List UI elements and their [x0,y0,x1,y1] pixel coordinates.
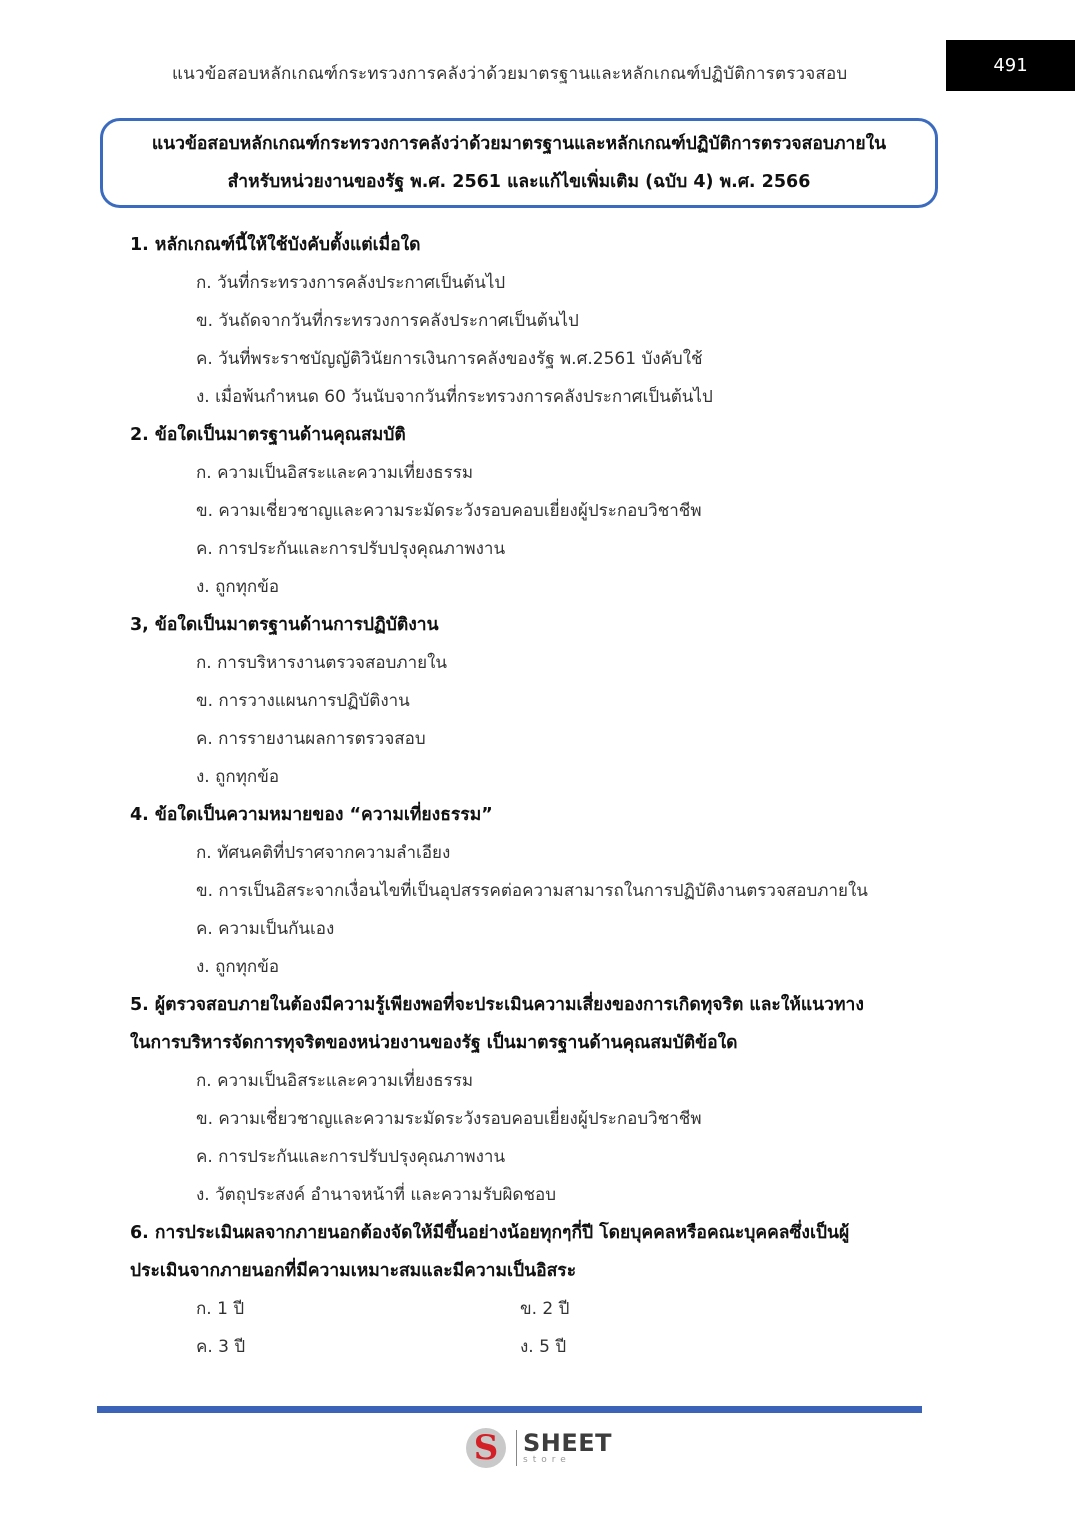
question-line: 4. ข้อใดเป็นความหมายของ “ความเที่ยงธรรม” [130,805,493,825]
option-a: ก. วันที่กระทรวงการคลังประกาศเป็นต้นไป [196,273,506,293]
title-box [100,118,938,208]
question-line: 6. การประเมินผลจากภายนอกต้องจัดให้มีขึ้นอย่างน้อยทุกๆกี่ปี โดยบุคคลหรือคณะบุคคลซึ่งเป็นผู้ [130,1223,850,1243]
option-d: ง. วัตถุประสงค์ อำนาจหน้าที่ และความรับผิดชอบ [196,1185,556,1205]
option-c: ค. ความเป็นกันเอง [196,919,335,939]
option-c: ค. วันที่พระราชบัญญัติวินัยการเงินการคลังของรัฐ พ.ศ.2561 บังคับใช้ [196,349,703,369]
option-b: ข. ความเชี่ยวชาญและความระมัดระวังรอบคอบเยี่ยงผู้ประกอบวิชาชีพ [196,1109,702,1129]
footer-rule [97,1406,922,1413]
option-a: ก. 1 ปี [196,1299,245,1319]
option-a: ก. ความเป็นอิสระและความเที่ยงธรรม [196,1071,474,1091]
option-d: ง. เมื่อพ้นกำหนด 60 วันนับจากวันที่กระทรวงการคลังประกาศเป็นต้นไป [196,387,713,407]
question-6 [130,1214,930,1366]
option-c: ค. 3 ปี [196,1337,246,1357]
option-b: ข. การวางแผนการปฏิบัติงาน [196,691,410,711]
option-row [130,1328,930,1366]
question-text [130,416,930,454]
option-c: ค. การรายงานผลการตรวจสอบ [196,729,426,749]
logo-mark-letter: S [473,1428,499,1468]
option-b: ข. ความเชี่ยวชาญและความระมัดระวังรอบคอบเยี่ยงผู้ประกอบวิชาชีพ [196,501,702,521]
question-3 [130,606,930,796]
question-5 [130,986,930,1214]
option-d: ง. ถูกทุกข้อ [196,577,280,597]
logo-sub: store [523,1455,571,1465]
question-text [130,986,930,1062]
question-line: ประเมินจากภายนอกที่มีความเหมาะสมและมีความเป็นอิสระ [130,1261,577,1281]
sheet-store-logo [466,1426,612,1470]
question-1 [130,226,930,416]
running-header: แนวข้อสอบหลักเกณฑ์กระทรวงการคลังว่าด้วยมาตรฐานและหลักเกณฑ์ปฏิบัติการตรวจสอบ [172,64,848,84]
question-line: 5. ผู้ตรวจสอบภายในต้องมีความรู้เพียงพอที่จะประเมินความเสี่ยงของการเกิดทุจริต และให้แนวทาง [130,995,864,1015]
option-d: ง. ถูกทุกข้อ [196,767,280,787]
question-text [130,1214,930,1290]
page-number: 491 [946,40,1075,91]
question-line: 3, ข้อใดเป็นมาตรฐานด้านการปฏิบัติงาน [130,615,439,635]
question-text [130,606,930,644]
option-a: ก. ความเป็นอิสระและความเที่ยงธรรม [196,463,474,483]
question-list [130,226,930,1366]
question-text [130,796,930,834]
option-b: ข. วันถัดจากวันที่กระทรวงการคลังประกาศเป็นต้นไป [196,311,579,331]
title-line-2: สำหรับหน่วยงานของรัฐ พ.ศ. 2561 และแก้ไขเพิ่มเติม (ฉบับ 4) พ.ศ. 2566 [227,172,811,192]
option-d: ง. 5 ปี [520,1337,567,1357]
option-c: ค. การประกันและการปรับปรุงคุณภาพงาน [196,539,506,559]
question-4 [130,796,930,986]
question-line: 1. หลักเกณฑ์นี้ให้ใช้บังคับตั้งแต่เมื่อใด [130,235,421,255]
logo-divider [516,1430,517,1466]
option-row [130,1290,930,1328]
question-text [130,226,930,264]
option-b: ข. 2 ปี [520,1299,570,1319]
option-b: ข. การเป็นอิสระจากเงื่อนไขที่เป็นอุปสรรคต่อความสามารถในการปฏิบัติงานตรวจสอบภายใน [196,881,868,901]
option-a: ก. การบริหารงานตรวจสอบภายใน [196,653,448,673]
logo-text [523,1431,612,1465]
title-line-1: แนวข้อสอบหลักเกณฑ์กระทรวงการคลังว่าด้วยมาตรฐานและหลักเกณฑ์ปฏิบัติการตรวจสอบภายใน [151,134,887,154]
question-line: ในการบริหารจัดการทุจริตของหน่วยงานของรัฐ เป็นมาตรฐานด้านคุณสมบัติข้อใด [130,1033,738,1053]
option-a: ก. ทัศนคติที่ปราศจากความลำเอียง [196,843,451,863]
logo-s-icon [466,1428,506,1468]
question-line: 2. ข้อใดเป็นมาตรฐานด้านคุณสมบัติ [130,425,406,445]
option-d: ง. ถูกทุกข้อ [196,957,280,977]
option-c: ค. การประกันและการปรับปรุงคุณภาพงาน [196,1147,506,1167]
logo-word: SHEET [523,1429,613,1457]
question-2 [130,416,930,606]
